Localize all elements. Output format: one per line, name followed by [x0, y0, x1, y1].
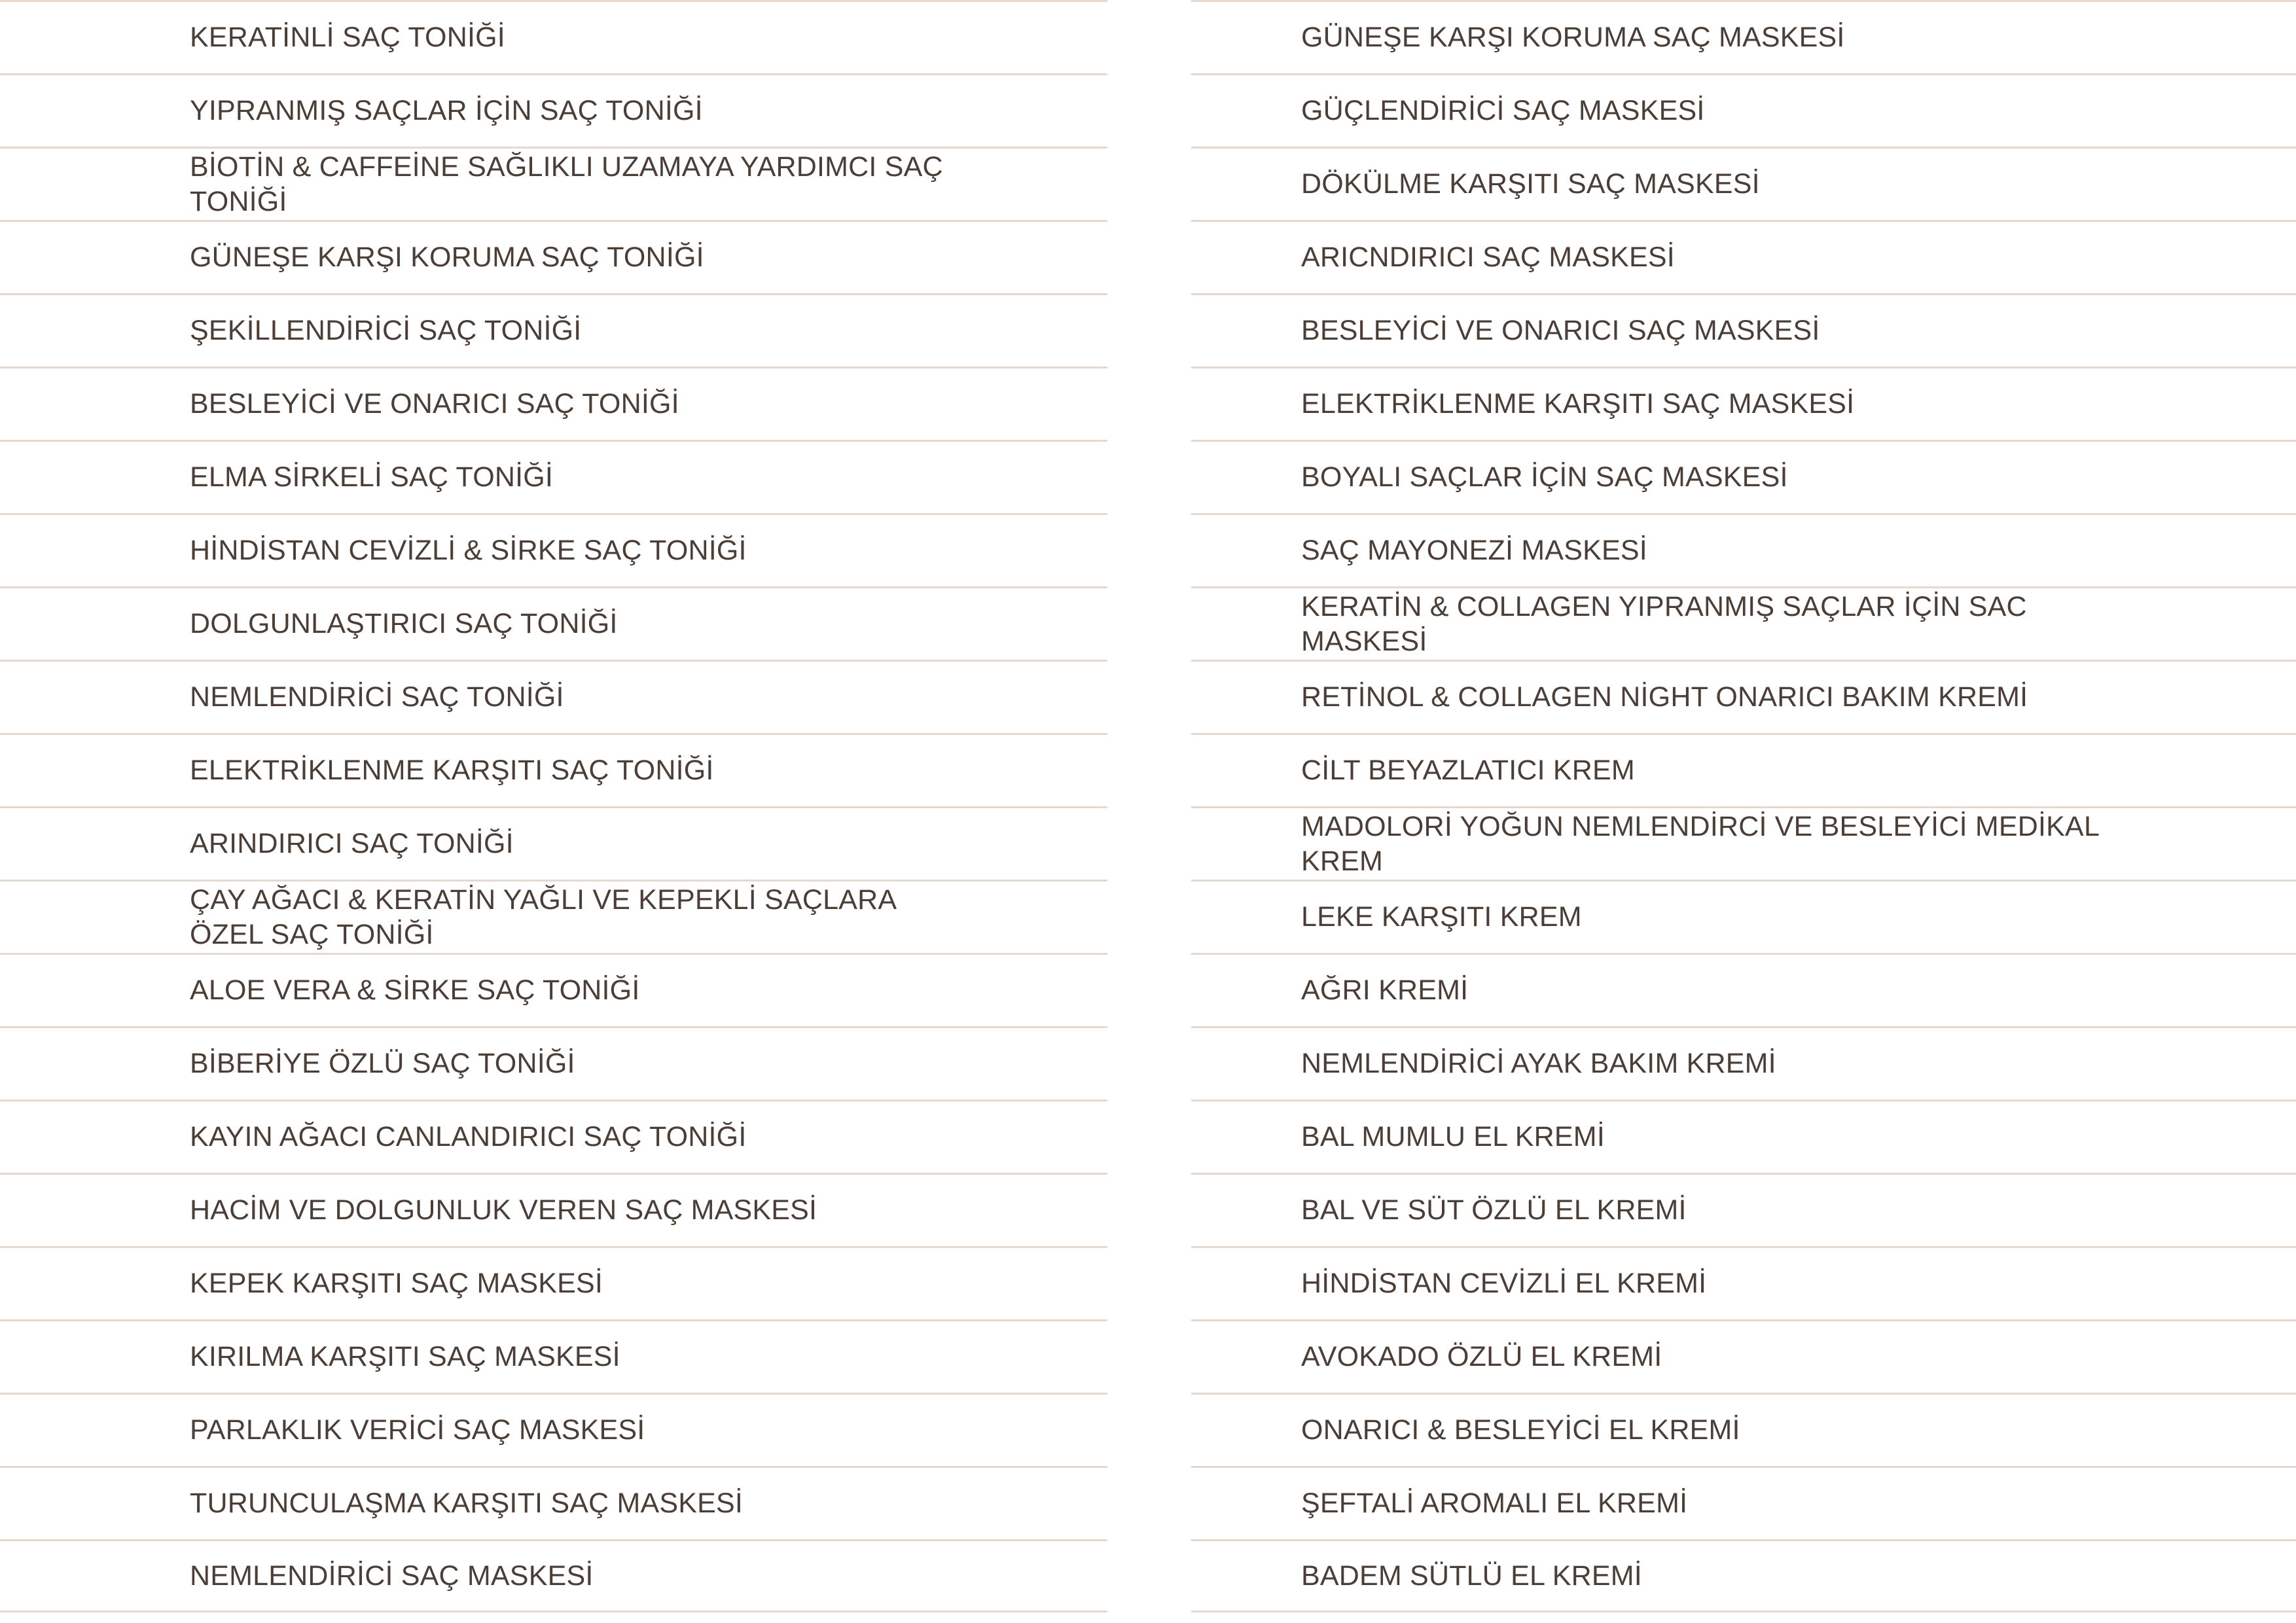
list-item: [0, 513, 1107, 586]
list-item: [0, 1099, 1107, 1173]
list-item: [1191, 733, 2296, 806]
list-item: [0, 660, 1107, 733]
product-name: CİLT BEYAZLATICI KREM: [1301, 755, 1635, 786]
product-name: GÜNEŞE KARŞI KORUMA SAÇ TONİĞİ: [190, 241, 704, 273]
product-name: HACİM VE DOLGUNLUK VEREN SAÇ MASKESİ: [190, 1194, 817, 1226]
product-name: BİOTİN & CAFFEİNE SAĞLIKLI UZAMAYA YARDIMCI SAÇ TONİĞİ: [190, 151, 943, 217]
product-name: KAYIN AĞACI CANLANDIRICI SAÇ TONİĞİ: [190, 1121, 747, 1152]
list-item: [1191, 366, 2296, 440]
product-name: KERATİN & COLLAGEN YIPRANMIŞ SAÇLAR İÇİN SAC MASKESİ: [1301, 590, 2027, 657]
list-item: [0, 1173, 1107, 1246]
product-name: BAL VE SÜT ÖZLÜ EL KREMİ: [1301, 1194, 1687, 1226]
product-name: KEPEK KARŞITI SAÇ MASKESİ: [190, 1268, 603, 1299]
product-name: LEKE KARŞITI KREM: [1301, 901, 1582, 933]
list-item: [1191, 293, 2296, 366]
product-name: AĞRI KREMİ: [1301, 974, 1469, 1006]
list-item: [1191, 1026, 2296, 1099]
list-item: [1191, 1393, 2296, 1466]
product-name: PARLAKLIK VERİCİ SAÇ MASKESİ: [190, 1414, 645, 1446]
product-name: BOYALI SAÇLAR İÇİN SAÇ MASKESİ: [1301, 461, 1788, 493]
product-name: ARINDIRICI SAÇ TONİĞİ: [190, 828, 514, 859]
product-name: ONARICI & BESLEYİCİ EL KREMİ: [1301, 1414, 1740, 1446]
product-name: BAL MUMLU EL KREMİ: [1301, 1121, 1605, 1152]
product-name: ŞEKİLLENDİRİCİ SAÇ TONİĞİ: [190, 315, 582, 346]
list-item: [0, 1026, 1107, 1099]
list-item: [0, 366, 1107, 440]
product-name: BESLEYİCİ VE ONARICI SAÇ MASKESİ: [1301, 315, 1820, 346]
list-item: [0, 1539, 1107, 1613]
list-item: [0, 1393, 1107, 1466]
product-name: NEMLENDİRİCİ AYAK BAKIM KREMİ: [1301, 1048, 1776, 1079]
product-name: DÖKÜLME KARŞITI SAÇ MASKESİ: [1301, 168, 1760, 200]
product-name: ELMA SİRKELİ SAÇ TONİĞİ: [190, 461, 554, 493]
product-name: TURUNCULAŞMA KARŞITI SAÇ MASKESİ: [190, 1488, 744, 1519]
product-name: AVOKADO ÖZLÜ EL KREMİ: [1301, 1341, 1662, 1372]
product-name: KIRILMA KARŞITI SAÇ MASKESİ: [190, 1341, 620, 1372]
list-item: [0, 0, 1107, 73]
list-item: [1191, 73, 2296, 147]
list-item: [0, 220, 1107, 293]
product-name: ŞEFTALİ AROMALI EL KREMİ: [1301, 1488, 1688, 1519]
list-item: [1191, 660, 2296, 733]
list-item: [0, 147, 1107, 220]
list-item: [1191, 147, 2296, 220]
product-name: GÜNEŞE KARŞI KORUMA SAÇ MASKESİ: [1301, 22, 1845, 53]
list-item: [1191, 440, 2296, 513]
list-item: [1191, 586, 2296, 660]
product-name: HİNDİSTAN CEVİZLİ EL KREMİ: [1301, 1268, 1707, 1299]
product-name: YIPRANMIŞ SAÇLAR İÇİN SAÇ TONİĞİ: [190, 95, 703, 126]
list-item: [0, 1466, 1107, 1539]
product-name: KERATİNLİ SAÇ TONİĞİ: [190, 22, 505, 53]
list-item: [0, 880, 1107, 953]
product-name: ELEKTRİKLENME KARŞITI SAÇ MASKESİ: [1301, 388, 1855, 419]
list-item: [0, 73, 1107, 147]
product-name: BESLEYİCİ VE ONARICI SAÇ TONİĞİ: [190, 388, 679, 419]
list-item: [1191, 1173, 2296, 1246]
list-item: [0, 1319, 1107, 1393]
list-item: [0, 440, 1107, 513]
product-name: NEMLENDİRİCİ SAÇ MASKESİ: [190, 1560, 594, 1592]
list-item: [1191, 880, 2296, 953]
product-name: ELEKTRİKLENME KARŞITI SAÇ TONİĞİ: [190, 755, 714, 786]
list-item: [0, 733, 1107, 806]
product-name: BİBERİYE ÖZLÜ SAÇ TONİĞİ: [190, 1048, 575, 1079]
product-name: ÇAY AĞACI & KERATİN YAĞLI VE KEPEKLİ SAÇLARA ÖZEL SAÇ TONİĞİ: [190, 883, 895, 950]
list-item: [1191, 513, 2296, 586]
list-item: [1191, 1246, 2296, 1319]
product-name: ARICNDIRICI SAÇ MASKESİ: [1301, 241, 1675, 273]
list-item: [0, 953, 1107, 1026]
product-name: MADOLORİ YOĞUN NEMLENDİRCİ VE BESLEYİCİ MEDİKAL KREM: [1301, 810, 2099, 877]
list-item: [1191, 1319, 2296, 1393]
product-name: BADEM SÜTLÜ EL KREMİ: [1301, 1560, 1642, 1592]
list-item: [0, 1246, 1107, 1319]
list-item: [0, 806, 1107, 880]
list-item: [0, 586, 1107, 660]
list-item: [1191, 1466, 2296, 1539]
product-name: HİNDİSTAN CEVİZLİ & SİRKE SAÇ TONİĞİ: [190, 535, 747, 566]
list-item: [1191, 0, 2296, 73]
product-name: GÜÇLENDİRİCİ SAÇ MASKESİ: [1301, 95, 1705, 126]
list-item: [1191, 220, 2296, 293]
product-name: RETİNOL & COLLAGEN NİGHT ONARICI BAKIM KREMİ: [1301, 681, 2028, 713]
product-name: SAÇ MAYONEZİ MASKESİ: [1301, 535, 1647, 566]
list-item: [1191, 1539, 2296, 1613]
list-item: [0, 293, 1107, 366]
list-item: [1191, 953, 2296, 1026]
list-item: [1191, 806, 2296, 880]
list-item: [1191, 1099, 2296, 1173]
product-name: ALOE VERA & SİRKE SAÇ TONİĞİ: [190, 974, 640, 1006]
product-name: DOLGUNLAŞTIRICI SAÇ TONİĞİ: [190, 608, 618, 639]
product-name: NEMLENDİRİCİ SAÇ TONİĞİ: [190, 681, 564, 713]
